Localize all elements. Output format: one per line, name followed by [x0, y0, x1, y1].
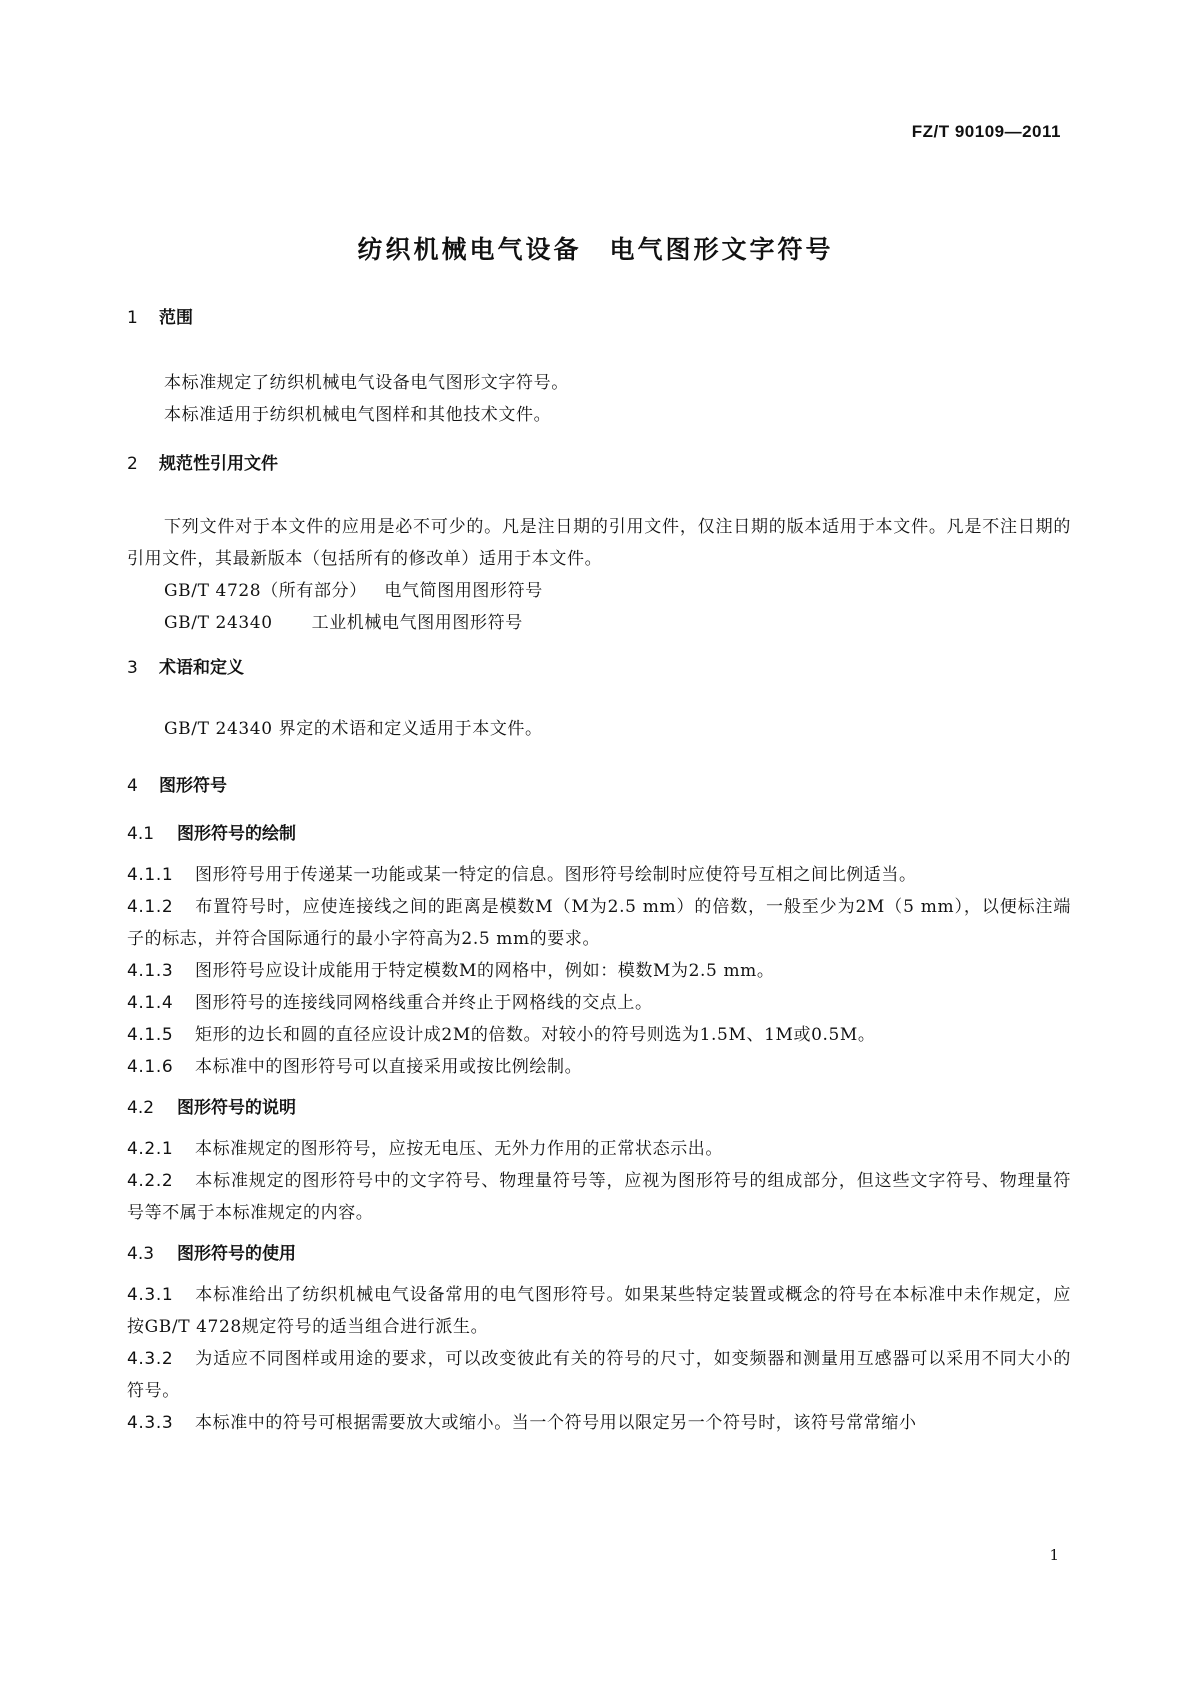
clause — [127, 891, 1071, 955]
clause-text: 图形符号的连接线同网格线重合并终止于网格线的交点上。 — [195, 993, 653, 1013]
clause-number: 4.3.2 — [127, 1349, 174, 1369]
clause — [127, 987, 1071, 1019]
subsection-number: 4.1 — [127, 824, 155, 844]
reference-title: 工业机械电气图用图形符号 — [311, 613, 523, 633]
standard-code: FZ/T 90109—2011 — [911, 122, 1061, 141]
clause-text: 本标准规定的图形符号，应按无电压、无外力作用的正常状态示出。 — [195, 1139, 723, 1159]
page-number: 1 — [1049, 1546, 1059, 1564]
subsection-heading — [127, 821, 1071, 847]
section-number: 1 — [127, 308, 138, 328]
clause-text: 本标准给出了纺织机械电气设备常用的电气图形符号。如果某些特定装置或概念的符号在本标准中未作规定，应按GB/T 4728规定符号的适当组合进行派生。 — [127, 1285, 1071, 1337]
clause-text: 图形符号应设计成能用于特定模数M的网格中，例如：模数M为2.5 mm。 — [195, 961, 775, 981]
section-heading — [127, 773, 1071, 799]
subsection-number: 4.3 — [127, 1244, 155, 1264]
clause-number: 4.1.2 — [127, 897, 174, 917]
section-2 — [127, 451, 1071, 639]
clause — [127, 1165, 1071, 1229]
section-heading — [127, 451, 1071, 477]
clause-text: 图形符号用于传递某一功能或某一特定的信息。图形符号绘制时应使符号互相之间比例适当。 — [195, 865, 917, 885]
clause — [127, 1343, 1071, 1407]
clause-text: 布置符号时，应使连接线之间的距离是模数M（M为2.5 mm）的倍数，一般至少为2M（5 mm），以便标注端子的标志，并符合国际通行的最小字符高为2.5 mm的要求。 — [127, 897, 1071, 949]
clause-number: 4.3.3 — [127, 1413, 174, 1433]
clause-number: 4.1.1 — [127, 865, 174, 885]
reference-code: GB/T 4728（所有部分） — [164, 581, 367, 601]
section-1 — [127, 305, 1071, 431]
clause — [127, 1279, 1071, 1343]
section-number: 2 — [127, 454, 138, 474]
subsection-title: 图形符号的使用 — [177, 1244, 296, 1264]
document-title: 纺织机械电气设备 电气图形文字符号 — [357, 235, 834, 264]
subsection-title: 图形符号的说明 — [177, 1098, 296, 1118]
subsection-heading — [127, 1241, 1071, 1267]
clause — [127, 955, 1071, 987]
clause-text: 矩形的边长和圆的直径应设计成2M的倍数。对较小的符号则选为1.5M、1M或0.5M。 — [195, 1025, 876, 1045]
reference-item — [127, 575, 1071, 607]
clause — [127, 1407, 1071, 1439]
clause — [127, 1133, 1071, 1165]
clause-text: 为适应不同图样或用途的要求，可以改变彼此有关的符号的尺寸，如变频器和测量用互感器可以采用不同大小的符号。 — [127, 1349, 1071, 1401]
paragraph: 本标准适用于纺织机械电气图样和其他技术文件。 — [164, 405, 552, 425]
section-4 — [127, 773, 1071, 1439]
reference-code: GB/T 24340 — [164, 613, 273, 633]
section-3 — [127, 655, 1071, 745]
section-title: 范围 — [159, 308, 193, 328]
reference-title: 电气简图用图形符号 — [384, 581, 543, 601]
section-title: 图形符号 — [159, 776, 227, 796]
section-number: 4 — [127, 776, 138, 796]
clause-number: 4.3.1 — [127, 1285, 174, 1305]
section-number: 3 — [127, 658, 138, 678]
clause — [127, 1019, 1071, 1051]
clause-text: 本标准中的图形符号可以直接采用或按比例绘制。 — [195, 1057, 583, 1077]
paragraph: 本标准规定了纺织机械电气设备电气图形文字符号。 — [164, 373, 569, 393]
subsection-title: 图形符号的绘制 — [177, 824, 296, 844]
section-title: 规范性引用文件 — [159, 454, 278, 474]
clause-text: 本标准中的符号可根据需要放大或缩小。当一个符号用以限定另一个符号时，该符号常常缩小 — [195, 1413, 917, 1433]
clause-text: 本标准规定的图形符号中的文字符号、物理量符号等，应视为图形符号的组成部分，但这些文字符号、物理量符号等不属于本标准规定的内容。 — [127, 1171, 1071, 1223]
subsection-heading — [127, 1095, 1071, 1121]
subsection-number: 4.2 — [127, 1098, 155, 1118]
reference-item — [127, 607, 1071, 639]
clause-number: 4.1.5 — [127, 1025, 174, 1045]
clause-number: 4.1.4 — [127, 993, 174, 1013]
clause-number: 4.2.1 — [127, 1139, 174, 1159]
clause — [127, 859, 1071, 891]
section-heading — [127, 655, 1071, 681]
clause-number: 4.2.2 — [127, 1171, 174, 1191]
paragraph: GB/T 24340 界定的术语和定义适用于本文件。 — [164, 719, 543, 739]
clause — [127, 1051, 1071, 1083]
section-heading — [127, 305, 1071, 331]
clause-number: 4.1.6 — [127, 1057, 174, 1077]
clause-number: 4.1.3 — [127, 961, 174, 981]
section-title: 术语和定义 — [159, 658, 244, 678]
paragraph: 下列文件对于本文件的应用是必不可少的。凡是注日期的引用文件，仅注日期的版本适用于本文件。凡是不注日期的引用文件，其最新版本（包括所有的修改单）适用于本文件。 — [127, 517, 1071, 569]
